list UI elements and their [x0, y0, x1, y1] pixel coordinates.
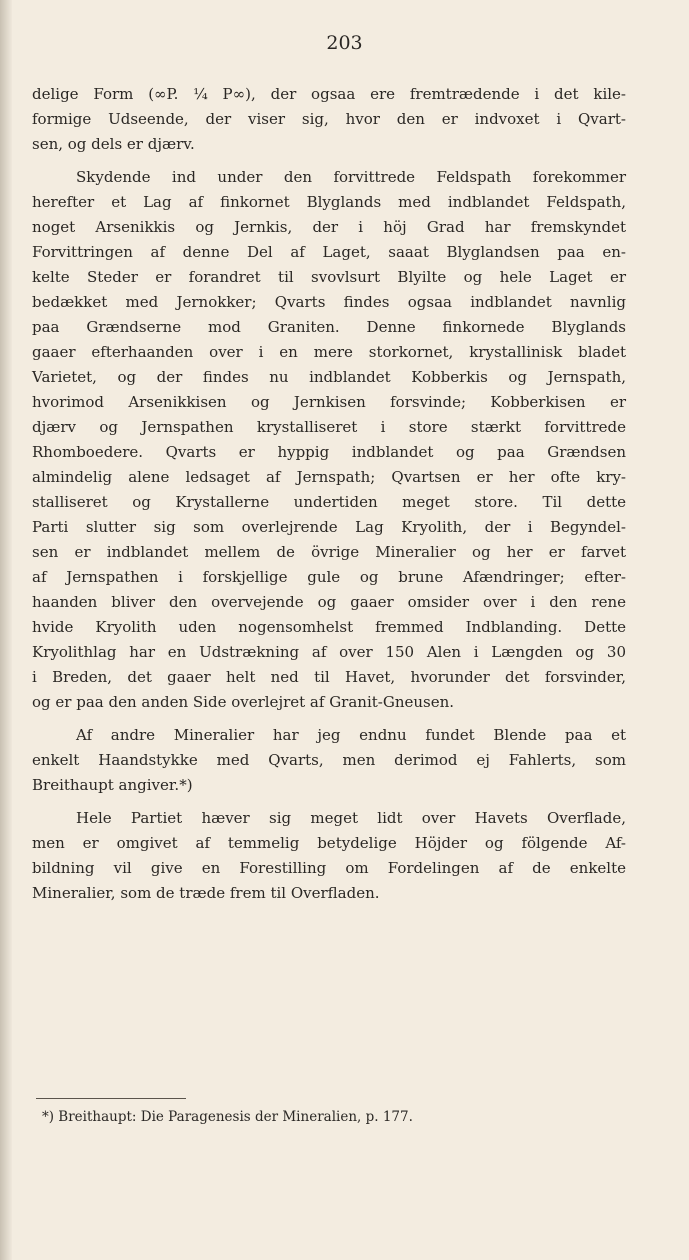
text-line: hvorimod Arsenikkisen og Jernkisen forsvinde; Kobberkisen er	[32, 393, 626, 411]
text-line: stalliseret og Krystallerne undertiden meget store. Til dette	[32, 493, 626, 511]
body-text	[32, 82, 626, 906]
text-line: i Breden, det gaaer helt ned til Havet, hvorunder det forsvinder,	[32, 668, 626, 686]
paragraph-2	[32, 165, 626, 715]
text-line: Hele Partiet hæver sig meget lidt over Havets Overflade,	[76, 809, 626, 827]
text-line: af Jernspathen i forskjellige gule og brune Afændringer; efter-	[32, 568, 626, 586]
text-line: Forvittringen af denne Del af Laget, saaat Blyglandsen paa en-	[32, 243, 626, 261]
text-line: hvide Kryolith uden nogensomhelst fremmed Indblanding. Dette	[32, 618, 626, 636]
text-line: sen er indblandet mellem de övrige Mineralier og her er farvet	[32, 543, 626, 561]
text-line: almindelig alene ledsaget af Jernspath; Qvartsen er her ofte kry-	[32, 468, 626, 486]
paragraph-4	[32, 806, 626, 906]
text-line: sen, og dels er djærv.	[32, 135, 195, 153]
text-line: bildning vil give en Forestilling om Fordelingen af de enkelte	[32, 859, 626, 877]
text-line: Varietet, og der findes nu indblandet Kobberkis og Jernspath,	[32, 368, 626, 386]
text-line: Mineralier, som de træde frem til Overfladen.	[32, 884, 380, 902]
text-line: delige Form (∞P. ¼ P∞), der ogsaa ere fremtrædende i det kile-	[32, 85, 626, 103]
paragraph-3	[32, 723, 626, 798]
text-line: paa Grændserne mod Graniten. Denne finkornede Blyglands	[32, 318, 626, 336]
text-line: formige Udseende, der viser sig, hvor den er indvoxet i Qvart-	[32, 110, 626, 128]
page-edge	[0, 0, 12, 1260]
text-line: herefter et Lag af finkornet Blyglands med indblandet Feldspath,	[32, 193, 626, 211]
text-line: gaaer efterhaanden over i en mere storkornet, krystallinisk bladet	[32, 343, 626, 361]
text-line: bedækket med Jernokker; Qvarts findes ogsaa indblandet navnlig	[32, 293, 626, 311]
text-line: Rhomboedere. Qvarts er hyppig indblandet og paa Grændsen	[32, 443, 626, 461]
footnote-divider	[36, 1098, 186, 1099]
page-number: 203	[326, 32, 363, 54]
text-line: enkelt Haandstykke med Qvarts, men derimod ej Fahlerts, som	[32, 751, 626, 769]
paragraph-1	[32, 82, 626, 157]
text-line: Breithaupt angiver.*)	[32, 776, 193, 794]
text-line: men er omgivet af temmelig betydelige Höjder og fölgende Af-	[32, 834, 626, 852]
footnote: *) Breithaupt: Die Paragenesis der Mineralien, p. 177.	[42, 1109, 413, 1125]
text-line: Parti slutter sig som overlejrende Lag Kryolith, der i Begyndel-	[32, 518, 626, 536]
text-line: noget Arsenikkis og Jernkis, der i höj Grad har fremskyndet	[32, 218, 626, 236]
text-line: kelte Steder er forandret til svovlsurt Blyilte og hele Laget er	[32, 268, 626, 286]
text-line: og er paa den anden Side overlejret af Granit-Gneusen.	[32, 693, 455, 711]
text-line: haanden bliver den overvejende og gaaer omsider over i den rene	[32, 593, 626, 611]
text-line: djærv og Jernspathen krystalliseret i store stærkt forvittrede	[32, 418, 626, 436]
text-line: Kryolithlag har en Udstrækning af over 150 Alen i Længden og 30	[32, 643, 626, 661]
text-line: Skydende ind under den forvittrede Feldspath forekommer	[76, 168, 626, 186]
text-line: Af andre Mineralier har jeg endnu fundet Blende paa et	[76, 726, 626, 744]
